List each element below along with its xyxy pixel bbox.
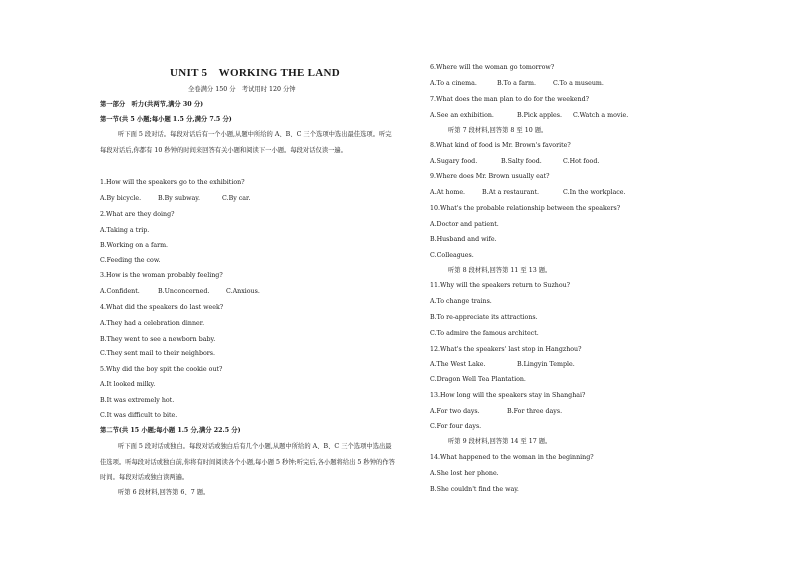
section-one-heading: 第一节(共 5 小题;每小题 1.5 分,满分 7.5 分) bbox=[100, 116, 232, 123]
question-14: 14.What happened to the woman in the beginning? bbox=[430, 454, 594, 461]
exam-info: 全卷满分 150 分 考试用时 120 分钟 bbox=[188, 86, 296, 93]
option: B.By subway. bbox=[158, 195, 200, 202]
option: A.See an exhibition. bbox=[430, 112, 494, 119]
option: B.She couldn't find the way. bbox=[430, 486, 519, 493]
option: C.To admire the famous architect. bbox=[430, 330, 539, 337]
option: B.It was extremely hot. bbox=[100, 397, 175, 404]
question-4: 4.What did the speakers do last week? bbox=[100, 304, 224, 311]
material-9-note: 听第 9 段材料,回答第 14 至 17 题。 bbox=[448, 438, 552, 445]
option: A.For two days. bbox=[430, 408, 480, 415]
question-9: 9.Where does Mr. Brown usually eat? bbox=[430, 173, 550, 180]
option: B.Working on a farm. bbox=[100, 242, 169, 249]
question-2: 2.What are they doing? bbox=[100, 211, 175, 218]
question-7: 7.What does the man plan to do for the weekend? bbox=[430, 96, 589, 103]
section-two-heading: 第二节(共 15 小题;每小题 1.5 分,满分 22.5 分) bbox=[100, 427, 241, 434]
question-10: 10.What's the probable relationship between the speakers? bbox=[430, 205, 621, 212]
part-one-heading: 第一部分 听力(共两节,满分 30 分) bbox=[100, 101, 204, 108]
option: C.They sent mail to their neighbors. bbox=[100, 350, 216, 357]
question-3: 3.How is the woman probably feeling? bbox=[100, 272, 223, 279]
option: B.At a restaurant. bbox=[482, 189, 540, 196]
material-8-note: 听第 8 段材料,回答第 11 至 13 题。 bbox=[448, 267, 552, 274]
option: B.Husband and wife. bbox=[430, 236, 497, 243]
option: C.By car. bbox=[222, 195, 251, 202]
option: A.Sugary food. bbox=[430, 158, 478, 165]
material-7-note: 听第 7 段材料,回答第 8 至 10 题。 bbox=[448, 127, 548, 134]
option: A.To change trains. bbox=[430, 298, 492, 305]
unit-title: UNIT 5 WORKING THE LAND bbox=[170, 67, 340, 79]
option: B.Lingyin Temple. bbox=[517, 361, 575, 368]
question-13: 13.How long will the speakers stay in Shanghai? bbox=[430, 392, 586, 399]
question-12: 12.What's the speakers' last stop in Hangzhou? bbox=[430, 346, 582, 353]
option: B.Pick apples. bbox=[517, 112, 563, 119]
option: C.To a museum. bbox=[553, 80, 604, 87]
material-6-note: 听第 6 段材料,回答第 6、7 题。 bbox=[118, 489, 210, 496]
option: C.Feeding the cow. bbox=[100, 257, 161, 264]
option: C.Anxious. bbox=[226, 288, 260, 295]
section-two-instructions: 听下面 5 段对话或独白。每段对话或独白后有几个小题,从题中所给的 A、B、C 三个选项中选出最佳选项。听每段对话或独白前,你将有时间阅读各个小题,每小题 5 秒钟;听完后,各小题将给出 5 秒钟的作答时间。每段对话或独白读两遍。 bbox=[100, 443, 395, 481]
option: B.For three days. bbox=[507, 408, 563, 415]
option: A.Taking a trip. bbox=[100, 227, 150, 234]
option: B.Salty food. bbox=[501, 158, 542, 165]
option: B.To re-appreciate its attractions. bbox=[430, 314, 538, 321]
option: A.Doctor and patient. bbox=[430, 221, 499, 228]
option: C.It was difficult to bite. bbox=[100, 412, 178, 419]
option: A.By bicycle. bbox=[100, 195, 142, 202]
option: C.In the workplace. bbox=[563, 189, 626, 196]
question-6: 6.Where will the woman go tomorrow? bbox=[430, 64, 555, 71]
option: A.The West Lake. bbox=[430, 361, 486, 368]
question-11: 11.Why will the speakers return to Suzhou? bbox=[430, 282, 571, 289]
section-one-instructions: 听下面 5 段对话。每段对话后有一个小题,从题中所给的 A、B、C 三个选项中选出最佳选项。听完每段对话后,你都有 10 秒钟的时间来回答有关小题和阅读下一小题。每段对话仅读一遍。 bbox=[100, 131, 392, 154]
option: A.At home. bbox=[430, 189, 466, 196]
option: A.Confident. bbox=[100, 288, 140, 295]
option: A.To a cinema. bbox=[430, 80, 477, 87]
option: C.For four days. bbox=[430, 423, 482, 430]
option: C.Watch a movie. bbox=[573, 112, 629, 119]
question-1: 1.How will the speakers go to the exhibition? bbox=[100, 179, 245, 186]
question-8: 8.What kind of food is Mr. Brown's favorite? bbox=[430, 142, 571, 149]
option: A.They had a celebration dinner. bbox=[100, 320, 205, 327]
option: C.Colleagues. bbox=[430, 252, 474, 259]
option: B.To a farm. bbox=[497, 80, 536, 87]
option: A.It looked milky. bbox=[100, 381, 156, 388]
option: B.They went to see a newborn baby. bbox=[100, 336, 216, 343]
option: A.She lost her phone. bbox=[430, 470, 499, 477]
option: C.Hot food. bbox=[563, 158, 600, 165]
option: C.Dragon Well Tea Plantation. bbox=[430, 376, 526, 383]
question-5: 5.Why did the boy spit the cookie out? bbox=[100, 366, 223, 373]
option: B.Unconcerned. bbox=[158, 288, 210, 295]
